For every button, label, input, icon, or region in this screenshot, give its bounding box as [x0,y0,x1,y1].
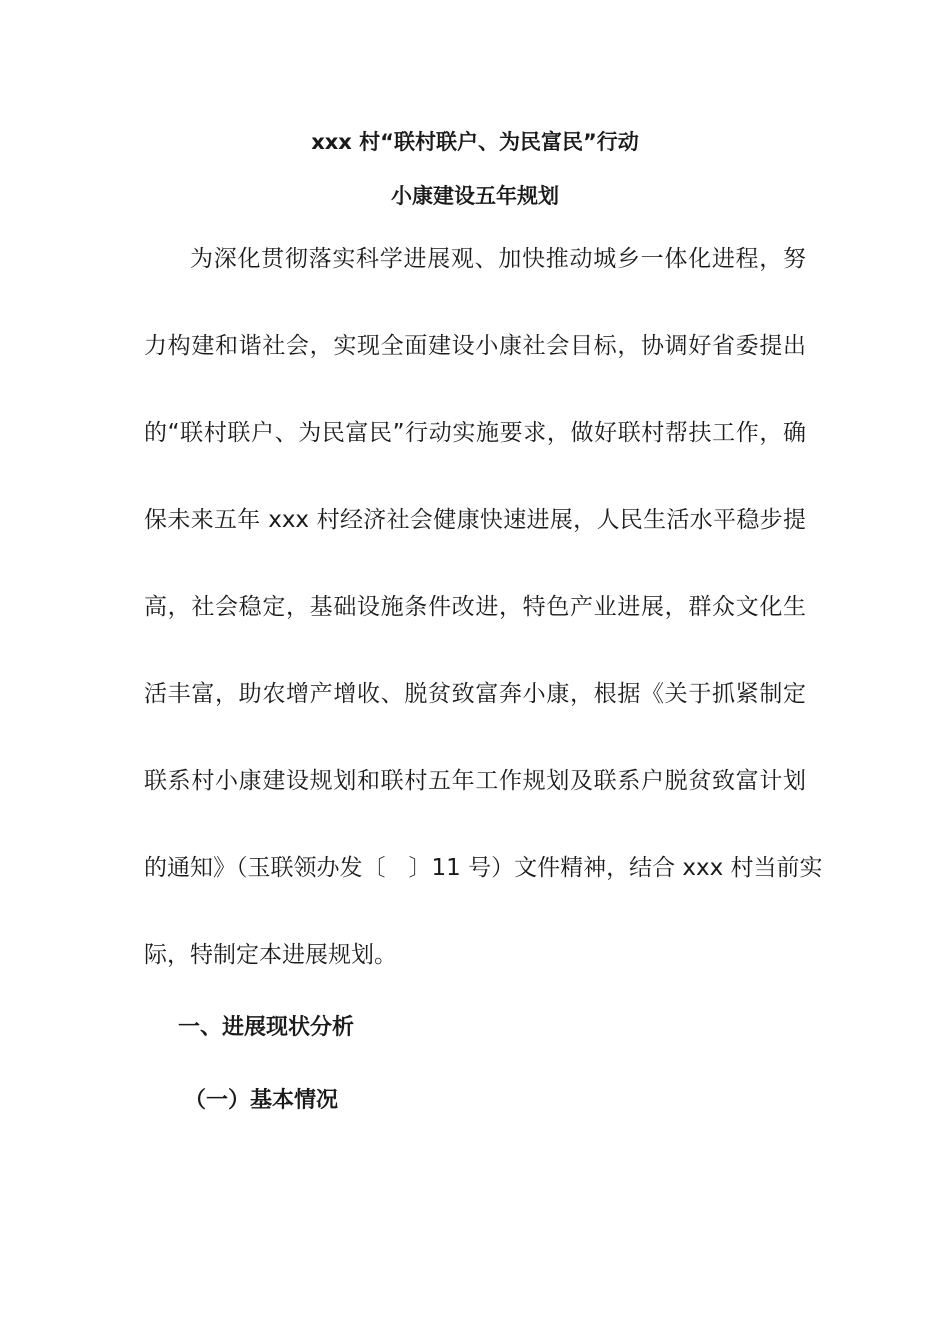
paragraph-line: 保未来五年 xxx 村经济社会健康快速进展，人民生活水平稳步提 [144,507,806,533]
paragraph-line: 高，社会稳定，基础设施条件改进，特色产业进展，群众文化生 [144,594,806,620]
section-heading: 一、进展现状分析 [178,1015,355,1040]
paragraph-line: 联系村小康建设规划和联村五年工作规划及联系户脱贫致富计划 [144,768,806,794]
paragraph-line: 活丰富，助农增产增收、脱贫致富奔小康，根据《关于抓紧制定 [144,681,806,707]
paragraph-line: 际，特制定本进展规划。 [144,942,397,968]
subsection-heading: （一）基本情况 [184,1088,339,1113]
paragraph-line: 为深化贯彻落实科学进展观、加快推动城乡一体化进程，努 [190,246,806,272]
paragraph-line: 的“联村联户、为民富民”行动实施要求，做好联村帮扶工作，确 [144,420,806,446]
document-title: xxx 村“联村联户、为民富民”行动 [311,130,639,154]
paragraph-line: 力构建和谐社会，实现全面建设小康社会目标，协调好省委提出 [144,333,806,359]
document-subtitle: 小康建设五年规划 [391,184,559,208]
paragraph-line: 的通知》（玉联领办发〔 〕11 号）文件精神，结合 xxx 村当前实 [144,855,823,881]
